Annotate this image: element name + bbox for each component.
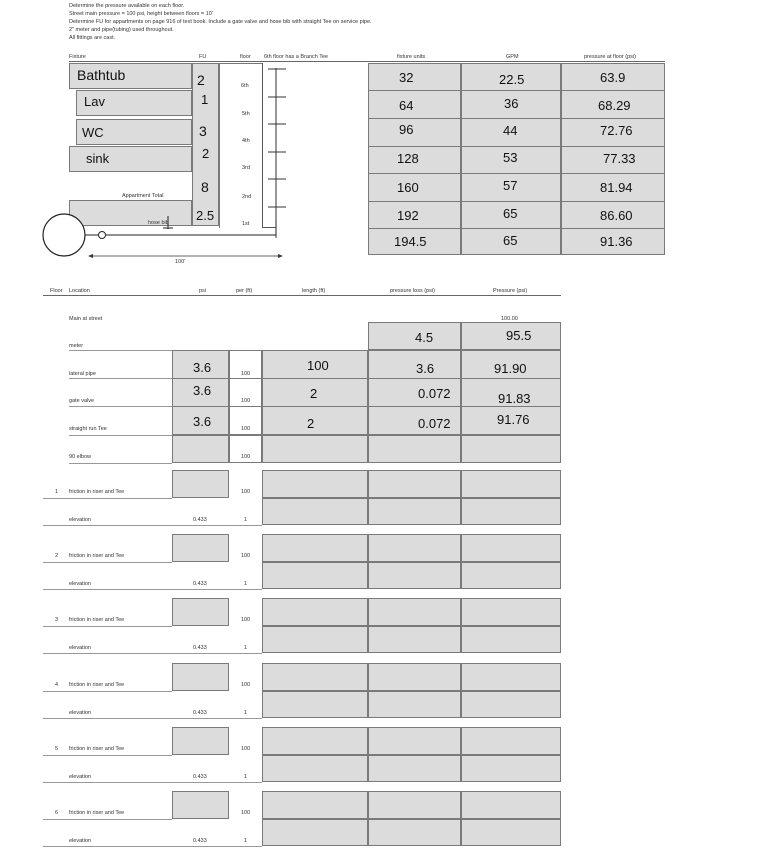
elevation-length-cell	[262, 626, 368, 653]
location-friction: friction in riser and Tee	[69, 746, 125, 752]
friction-loss-cell	[368, 727, 461, 755]
pressure-value: 72.76	[600, 123, 633, 138]
distance-label: 100'	[175, 259, 186, 265]
location-90-elbow: 90 elbow	[69, 454, 92, 460]
elbow-row-block	[172, 435, 229, 463]
friction-psi-cell	[172, 663, 229, 691]
elevation-loss-cell	[368, 562, 461, 589]
friction-pressure-cell	[461, 598, 561, 626]
row-separator	[43, 653, 262, 654]
floor-label: 1st	[242, 221, 250, 227]
floor-number: 5	[55, 746, 59, 752]
apartment-total-label: Appartment Total	[122, 193, 164, 199]
floor-number: 3	[55, 617, 59, 623]
elevation-psi: 0.433	[193, 838, 207, 844]
floor-label: 5th	[242, 111, 250, 117]
elbow-row-block	[461, 435, 561, 463]
location-friction: friction in riser and Tee	[69, 489, 125, 495]
elevation-psi: 0.433	[193, 517, 207, 523]
gate-per: 100	[241, 398, 251, 404]
row-separator	[43, 562, 172, 563]
fixture-units-value: 192	[397, 208, 419, 223]
meter-loss: 4.5	[415, 330, 434, 345]
distance-arrow	[88, 251, 288, 261]
floor-label: 3rd	[242, 165, 250, 171]
lower-header-underline	[43, 295, 561, 296]
gate-pressure: 91.83	[498, 391, 531, 406]
elevation-per: 1	[244, 517, 248, 523]
instruction-line: Determine the pressure available on each floor.	[69, 3, 185, 9]
location-gate-valve: gate valve	[69, 398, 95, 404]
elevation-per: 1	[244, 774, 248, 780]
fixture-name: WC	[82, 125, 104, 140]
row-separator	[43, 782, 262, 783]
location-elevation: elevation	[69, 710, 92, 716]
per-column-block	[229, 350, 262, 435]
elevation-pressure-cell	[461, 755, 561, 782]
tee-length: 2	[307, 416, 315, 431]
fu-value: 2	[197, 72, 205, 88]
fixture-name: sink	[86, 151, 110, 166]
friction-per: 100	[241, 746, 251, 752]
elevation-loss-cell	[368, 691, 461, 718]
elevation-length-cell	[262, 755, 368, 782]
elevation-pressure-cell	[461, 819, 561, 846]
instruction-line: Determine FU for appartments on page 916 of text book. Include a gate valve and hose bib with straight Tee on service pipe.	[69, 19, 372, 25]
friction-pressure-cell	[461, 663, 561, 691]
elevation-length-cell	[262, 562, 368, 589]
hose-bib-label: hose bib	[148, 220, 169, 226]
elevation-loss-cell	[368, 819, 461, 846]
lower-header-length: length (ft)	[302, 288, 326, 294]
friction-length-cell	[262, 663, 368, 691]
gpm-value: 57	[503, 178, 518, 193]
location-meter: meter	[69, 343, 84, 349]
row-separator	[43, 846, 262, 847]
instructions	[69, 3, 372, 41]
floor-label: 4th	[242, 138, 250, 144]
elevation-length-cell	[262, 498, 368, 525]
elevation-length-cell	[262, 819, 368, 846]
location-elevation: elevation	[69, 581, 92, 587]
friction-length-cell	[262, 727, 368, 755]
fixture-name: Bathtub	[77, 67, 126, 83]
elevation-per: 1	[244, 581, 248, 587]
header-pressure-at-floor: pressure at floor (psi)	[584, 54, 636, 60]
instruction-line: 2" meter and pipe(tubing) used throughout.	[69, 27, 174, 33]
elevation-pressure-cell	[461, 626, 561, 653]
tee-psi: 3.6	[193, 414, 212, 429]
elevation-pressure-cell	[461, 498, 561, 525]
location-elevation: elevation	[69, 774, 92, 780]
instruction-line: Street main pressure = 100 psi, height between floors = 10'	[69, 11, 213, 17]
friction-loss-cell	[368, 598, 461, 626]
gate-psi: 3.6	[193, 383, 212, 398]
friction-psi-cell	[172, 598, 229, 626]
friction-length-cell	[262, 598, 368, 626]
gpm-value: 65	[503, 233, 518, 248]
friction-loss-cell	[368, 470, 461, 498]
fixture-units-value: 128	[397, 151, 419, 166]
location-friction: friction in riser and Tee	[69, 810, 125, 816]
location-elevation: elevation	[69, 517, 92, 523]
elevation-loss-cell	[368, 626, 461, 653]
friction-pressure-cell	[461, 470, 561, 498]
lower-header-loss: pressure loss (psi)	[390, 288, 435, 294]
lower-header-per: per (ft)	[236, 288, 253, 294]
header-fixture: Fixture	[69, 54, 86, 60]
location-lateral-pipe: lateral pipe	[69, 371, 96, 377]
floor-label: 6th	[241, 83, 249, 89]
friction-length-cell	[262, 470, 368, 498]
elevation-psi: 0.433	[193, 645, 207, 651]
location-friction: friction in riser and Tee	[69, 682, 125, 688]
lateral-psi: 3.6	[193, 360, 212, 375]
header-underline	[69, 61, 665, 62]
friction-per: 100	[241, 810, 251, 816]
friction-psi-cell	[172, 470, 229, 498]
friction-per: 100	[241, 617, 251, 623]
gpm-value: 22.5	[499, 72, 525, 87]
fixture-name: Lav	[84, 94, 105, 109]
friction-pressure-cell	[461, 534, 561, 562]
lower-header-location: Location	[69, 288, 90, 294]
pressure-value: 91.36	[600, 234, 633, 249]
pressure-value: 81.94	[600, 180, 633, 195]
row-separator	[43, 589, 262, 590]
gpm-value: 44	[503, 123, 518, 138]
location-friction: friction in riser and Tee	[69, 553, 125, 559]
lower-header-floor: Floor	[50, 288, 63, 294]
friction-length-cell	[262, 534, 368, 562]
friction-pressure-cell	[461, 727, 561, 755]
elevation-per: 1	[244, 710, 248, 716]
row-separator	[43, 819, 172, 820]
fixture-units-value: 160	[397, 180, 419, 195]
friction-pressure-cell	[461, 791, 561, 819]
elevation-loss-cell	[368, 755, 461, 782]
friction-psi-cell	[172, 791, 229, 819]
tee-pressure: 91.76	[497, 412, 530, 427]
friction-loss-cell	[368, 534, 461, 562]
friction-per: 100	[241, 489, 251, 495]
lateral-loss: 3.6	[416, 361, 435, 376]
lower-header-psi: psi	[199, 288, 207, 294]
elevation-psi: 0.433	[193, 710, 207, 716]
lower-header-pressure: Pressure (psi)	[493, 288, 528, 294]
friction-per: 100	[241, 682, 251, 688]
friction-loss-cell	[368, 791, 461, 819]
location-straight-tee: straight run Tee	[69, 426, 107, 432]
lateral-pressure: 91.90	[494, 361, 527, 376]
instruction-line: All fittings are cast.	[69, 35, 116, 41]
hose-bib-fu: 2.5	[196, 208, 215, 223]
elevation-pressure-cell	[461, 691, 561, 718]
main-pressure-value: 100.00	[501, 316, 518, 322]
fu-value: 2	[202, 146, 210, 161]
floor-number: 6	[55, 810, 59, 816]
meter-pressure: 95.5	[506, 328, 532, 343]
header-fixture-units: fixture units	[397, 54, 426, 60]
row-separator	[43, 755, 172, 756]
floor-label: 2nd	[242, 194, 252, 200]
row-separator	[43, 498, 172, 499]
row-separator	[43, 691, 172, 692]
location-elevation: elevation	[69, 645, 92, 651]
row-separator	[43, 718, 262, 719]
location-main-at-street: Main at street	[69, 316, 103, 322]
fixture-units-value: 96	[399, 122, 414, 137]
pressure-value: 63.9	[600, 70, 626, 85]
floor-number: 2	[55, 553, 59, 559]
elbow-row-block	[368, 435, 461, 463]
fu-value: 1	[201, 92, 209, 107]
elbow-per: 100	[241, 454, 251, 460]
pressure-value: 68.29	[598, 98, 631, 113]
elevation-per: 1	[244, 838, 248, 844]
gpm-value: 36	[504, 96, 519, 111]
friction-psi-cell	[172, 727, 229, 755]
fixture-units-value: 32	[399, 70, 414, 85]
lateral-per: 100	[241, 371, 251, 377]
lateral-length: 100	[307, 358, 329, 373]
fu-value: 3	[199, 123, 207, 139]
fixture-units-value: 64	[399, 98, 414, 113]
location-elevation: elevation	[69, 838, 92, 844]
floor-number: 4	[55, 682, 59, 688]
friction-per: 100	[241, 553, 251, 559]
header-gpm: GPM	[506, 54, 519, 60]
friction-psi-cell	[172, 534, 229, 562]
elevation-length-cell	[262, 691, 368, 718]
elevation-per: 1	[244, 645, 248, 651]
row-separator	[43, 626, 172, 627]
tee-per: 100	[241, 426, 251, 432]
elevation-psi: 0.433	[193, 774, 207, 780]
elbow-row-block	[262, 435, 368, 463]
elevation-pressure-cell	[461, 562, 561, 589]
location-friction: friction in riser and Tee	[69, 617, 125, 623]
floor-column-left	[219, 63, 220, 228]
row-separator	[43, 525, 262, 526]
gate-loss: 0.072	[418, 386, 451, 401]
gate-length: 2	[310, 386, 318, 401]
pressure-value: 77.33	[603, 151, 636, 166]
header-fu: FU	[199, 54, 207, 60]
header-floor: floor	[240, 54, 251, 60]
fixture-units-value: 194.5	[394, 234, 427, 249]
tee-loss: 0.072	[418, 416, 451, 431]
floor-number: 1	[55, 489, 59, 495]
gpm-value: 65	[503, 206, 518, 221]
friction-loss-cell	[368, 663, 461, 691]
header-branch-tee: 6th floor has a Branch Tee	[264, 54, 329, 60]
elevation-loss-cell	[368, 498, 461, 525]
friction-length-cell	[262, 791, 368, 819]
pressure-value: 86.60	[600, 208, 633, 223]
elevation-psi: 0.433	[193, 581, 207, 587]
gpm-value: 53	[503, 150, 518, 165]
apartment-total-fu: 8	[201, 179, 209, 195]
